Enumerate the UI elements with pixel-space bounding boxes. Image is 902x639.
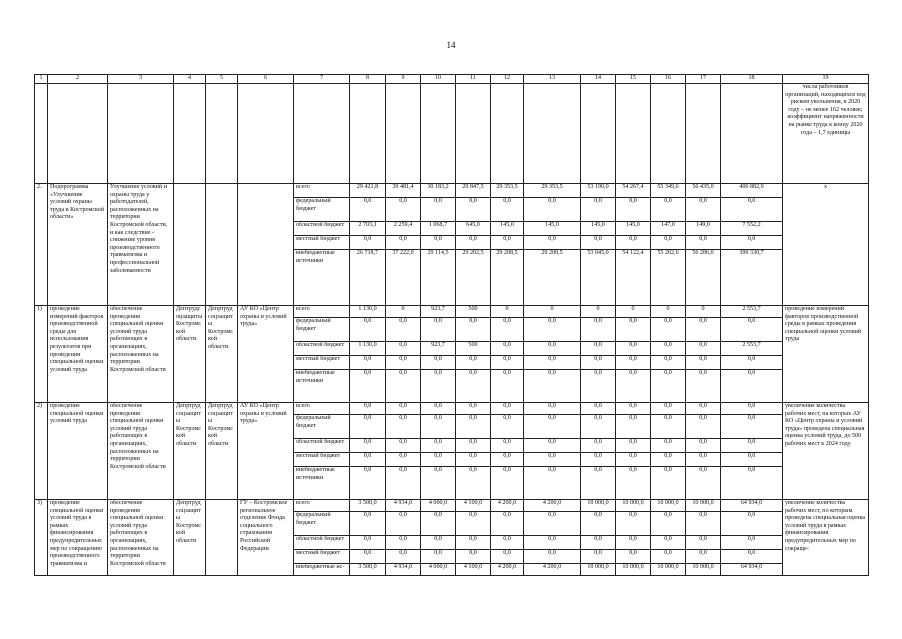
amount-cell: 0,0: [686, 342, 721, 356]
amount-cell: 0,0: [686, 512, 721, 536]
amount-cell: 29 114,5: [421, 250, 456, 306]
amount-cell: 0,0: [386, 318, 421, 342]
amount-cell: 0,0: [651, 415, 686, 439]
amount-cell: 0,0: [721, 236, 783, 250]
amount-cell: 0,0: [581, 536, 616, 550]
amount-cell: 0,0: [524, 236, 581, 250]
amount-cell: 0,0: [421, 453, 456, 467]
amount-cell: 0,0: [386, 415, 421, 439]
amount-cell: 0,0: [456, 550, 491, 564]
funding-source-cell: местный бюджет: [294, 550, 350, 564]
amount-cell: 0: [651, 306, 686, 318]
block-resp-cell: Депртрудсоцзащиты Костромской области: [174, 500, 206, 576]
block-participant-cell: АУ КО «Центр охраны и условий труда»: [238, 403, 294, 500]
amount-cell: 0,0: [524, 467, 581, 500]
block-goal-cell: обеспечение проведения специальной оценки условий труда работающих в организациях, расположенных на территории Костромской области: [108, 403, 174, 500]
amount-cell: 0,0: [456, 198, 491, 222]
funding-source-cell: всего: [294, 403, 350, 415]
amount-cell: 29 202,5: [456, 250, 491, 306]
amount-cell: 0,0: [616, 550, 651, 564]
amount-cell: 645,0: [456, 222, 491, 236]
amount-cell: 53 045,0: [581, 250, 616, 306]
amount-cell: 0,0: [456, 370, 491, 403]
amount-cell: 3 500,0: [350, 500, 386, 512]
block-goal-cell: Улучшение условий и охраны труда у работодателей, расположенных на территории Костромской области, и как следствие - снижение уровня производственного травматизма и профессиональной заболеваемости: [108, 184, 174, 306]
amount-cell: 1 068,7: [421, 222, 456, 236]
page-number: 14: [446, 40, 456, 50]
amount-cell: 0,0: [491, 415, 524, 439]
funding-source-cell: областной бюджет: [294, 342, 350, 356]
block-num-cell: 3): [35, 500, 48, 576]
amount-cell: 0,0: [524, 370, 581, 403]
amount-cell: 0,0: [581, 198, 616, 222]
amount-cell: 0,0: [524, 512, 581, 536]
amount-cell: 0,0: [421, 403, 456, 415]
amount-cell: 0,0: [421, 550, 456, 564]
amount-cell: 0,0: [616, 439, 651, 453]
amount-cell: 500: [456, 342, 491, 356]
amount-cell: 0,0: [686, 403, 721, 415]
amount-cell: 147,0: [651, 222, 686, 236]
amount-cell: 0,0: [350, 198, 386, 222]
finance-row: [35, 306, 869, 318]
amount-cell: 0,0: [651, 512, 686, 536]
block-participant-cell: ГУ – Костромское региональное отделение Фонда социального страхования Российской Федерации: [238, 500, 294, 576]
amount-cell: 0,0: [491, 512, 524, 536]
amount-cell: 0,0: [386, 536, 421, 550]
amount-cell: 0,0: [491, 403, 524, 415]
amount-cell: 0: [386, 306, 421, 318]
amount-cell: 0,0: [456, 439, 491, 453]
amount-cell: 0,0: [350, 403, 386, 415]
funding-source-cell: внебюджетные источники: [294, 467, 350, 500]
amount-cell: 37 222,0: [386, 250, 421, 306]
amount-cell: 0,0: [686, 356, 721, 370]
amount-cell: 0: [686, 306, 721, 318]
amount-cell: 0,0: [421, 236, 456, 250]
amount-cell: 0,0: [350, 550, 386, 564]
amount-cell: 0,0: [651, 198, 686, 222]
block-coexec-cell: Депртрудсоцзащиты Костромской области: [206, 403, 238, 500]
block-result-cell: увеличение количества рабочих мест, на которых АУ КО «Центр охраны и условий труда» проведена специальная оценка условий труда, до 500 рабочих мест к 2024 году: [783, 403, 869, 500]
amount-cell: 0,0: [350, 512, 386, 536]
amount-cell: 0,0: [616, 356, 651, 370]
column-number-9: 9: [386, 75, 421, 84]
amount-cell: 64 934,0: [721, 500, 783, 512]
finance-row: [35, 184, 869, 198]
column-number-16: 16: [651, 75, 686, 84]
amount-cell: 10 000,0: [686, 564, 721, 576]
finance-row: [35, 403, 869, 415]
amount-cell: 0,0: [686, 370, 721, 403]
amount-cell: 0,0: [616, 198, 651, 222]
amount-cell: 0,0: [456, 318, 491, 342]
block-goal-cell: обеспечение проведения специальной оценки условий труда работающих в организациях, расположенных на территории Костромской области: [108, 500, 174, 576]
funding-source-cell: всего: [294, 500, 350, 512]
amount-cell: 0,0: [581, 415, 616, 439]
amount-cell: 64 934,0: [721, 564, 783, 576]
block-coexec-cell: [206, 184, 238, 306]
amount-cell: 10 000,0: [616, 564, 651, 576]
amount-cell: 4 000,0: [421, 564, 456, 576]
amount-cell: 0,0: [616, 342, 651, 356]
amount-cell: 0,0: [386, 403, 421, 415]
amount-cell: 0,0: [616, 403, 651, 415]
block-goal-cell: обеспечение проведения специальной оценки условий труда работающих в организациях, расположенных на территории Костромской области: [108, 306, 174, 403]
block-result-cell: проведение измерений факторов производственной среды в рамках проведения специальной оценки условий труда: [783, 306, 869, 403]
amount-cell: 0: [581, 306, 616, 318]
amount-cell: 0,0: [616, 318, 651, 342]
funding-source-cell: областной бюджет: [294, 222, 350, 236]
block-coexec-cell: Депртрудсоцзащиты Костромской области: [206, 306, 238, 403]
amount-cell: 39 481,4: [386, 184, 421, 198]
amount-cell: 0,0: [350, 356, 386, 370]
column-number-18: 18: [721, 75, 783, 84]
block-coexec-cell: [206, 500, 238, 576]
block-name-cell: проведение специальной оценки условий труда в рамках финансирования предупредительных мер по сокращению производственного травматизма и: [48, 500, 108, 576]
amount-cell: 0: [616, 306, 651, 318]
amount-cell: 56 435,0: [686, 184, 721, 198]
amount-cell: 0,0: [386, 342, 421, 356]
amount-cell: 2 259,4: [386, 222, 421, 236]
amount-cell: 0,0: [386, 512, 421, 536]
amount-cell: 0,0: [524, 439, 581, 453]
amount-cell: 0,0: [386, 550, 421, 564]
column-number-10: 10: [421, 75, 456, 84]
block-name-cell: проведение специальной оценки условий труда: [48, 403, 108, 500]
amount-cell: 10 000,0: [581, 500, 616, 512]
column-number-5: 5: [206, 75, 238, 84]
amount-cell: 0,0: [386, 453, 421, 467]
finance-row: [35, 500, 869, 512]
amount-cell: 0,0: [721, 198, 783, 222]
amount-cell: 0: [491, 306, 524, 318]
amount-cell: 56 286,0: [686, 250, 721, 306]
program-table: [34, 74, 869, 576]
amount-cell: 0,0: [616, 236, 651, 250]
amount-cell: 0,0: [524, 198, 581, 222]
amount-cell: 0,0: [491, 439, 524, 453]
amount-cell: 29 421,8: [350, 184, 386, 198]
funding-source-cell: всего: [294, 306, 350, 318]
amount-cell: 0,0: [456, 467, 491, 500]
amount-cell: 0,0: [386, 356, 421, 370]
amount-cell: 0,0: [456, 415, 491, 439]
funding-source-cell: федеральный бюджет: [294, 415, 350, 439]
column-number-13: 13: [524, 75, 581, 84]
amount-cell: 0,0: [491, 198, 524, 222]
block-resp-cell: Депртрудсоцзащиты Костромской области: [174, 403, 206, 500]
amount-cell: 4 200,0: [524, 564, 581, 576]
amount-cell: 0,0: [386, 467, 421, 500]
funding-source-cell: областной бюджет: [294, 439, 350, 453]
amount-cell: 0,0: [686, 236, 721, 250]
amount-cell: 4 000,0: [421, 500, 456, 512]
amount-cell: 0,0: [686, 467, 721, 500]
amount-cell: 0,0: [721, 536, 783, 550]
amount-cell: 0,0: [524, 453, 581, 467]
amount-cell: 0,0: [350, 236, 386, 250]
amount-cell: 0,0: [721, 453, 783, 467]
column-number-7: 7: [294, 75, 350, 84]
amount-cell: 0,0: [386, 370, 421, 403]
amount-cell: 2 703,1: [350, 222, 386, 236]
amount-cell: 0,0: [616, 370, 651, 403]
amount-cell: 0,0: [581, 403, 616, 415]
block-participant-cell: АУ КО «Центр охраны и условий труда»: [238, 306, 294, 403]
amount-cell: 0,0: [491, 453, 524, 467]
amount-cell: 0,0: [524, 550, 581, 564]
amount-cell: 0,0: [616, 512, 651, 536]
amount-cell: 0,0: [581, 370, 616, 403]
amount-cell: 406 882,9: [721, 184, 783, 198]
amount-cell: 0,0: [350, 415, 386, 439]
block-participant-cell: [238, 184, 294, 306]
amount-cell: 0,0: [651, 318, 686, 342]
amount-cell: 0,0: [581, 236, 616, 250]
amount-cell: 0,0: [721, 356, 783, 370]
amount-cell: 0,0: [491, 356, 524, 370]
amount-cell: 4 934,0: [386, 500, 421, 512]
amount-cell: 500: [456, 306, 491, 318]
amount-cell: 0,0: [350, 453, 386, 467]
amount-cell: 0,0: [456, 512, 491, 536]
amount-cell: 2 553,7: [721, 306, 783, 318]
continuation-result-cell: числа работников организаций, находящихся под риском увольнения, в 2020 году – не менее 162 человек; коэффициент напряженности на рынке труда к концу 2020 года – 1,7 единицы: [783, 84, 869, 184]
continuation-row: [35, 84, 869, 184]
amount-cell: 0,0: [651, 356, 686, 370]
amount-cell: 0,0: [524, 403, 581, 415]
amount-cell: 0,0: [350, 439, 386, 453]
amount-cell: 0,0: [350, 467, 386, 500]
amount-cell: 0,0: [581, 467, 616, 500]
amount-cell: 53 190,0: [581, 184, 616, 198]
amount-cell: 0,0: [491, 467, 524, 500]
amount-cell: 145,0: [581, 222, 616, 236]
amount-cell: 0,0: [350, 536, 386, 550]
amount-cell: 0,0: [491, 550, 524, 564]
amount-cell: 0,0: [721, 370, 783, 403]
amount-cell: 0,0: [524, 318, 581, 342]
amount-cell: 0,0: [524, 342, 581, 356]
block-num-cell: 1): [35, 306, 48, 403]
amount-cell: 0,0: [581, 318, 616, 342]
amount-cell: 0,0: [456, 403, 491, 415]
column-number-4: 4: [174, 75, 206, 84]
column-number-1: 1: [35, 75, 48, 84]
amount-cell: 0,0: [491, 536, 524, 550]
amount-cell: 29 208,5: [491, 250, 524, 306]
amount-cell: 0,0: [491, 370, 524, 403]
column-number-6: 6: [238, 75, 294, 84]
amount-cell: 0,0: [651, 370, 686, 403]
funding-source-cell: федеральный бюджет: [294, 512, 350, 536]
amount-cell: 10 000,0: [651, 500, 686, 512]
column-number-17: 17: [686, 75, 721, 84]
block-num-cell: 2): [35, 403, 48, 500]
amount-cell: 4 100,0: [456, 564, 491, 576]
amount-cell: 4 200,0: [491, 564, 524, 576]
amount-cell: 0,0: [456, 536, 491, 550]
amount-cell: 4 934,0: [386, 564, 421, 576]
amount-cell: 0,0: [616, 415, 651, 439]
amount-cell: 1 130,0: [350, 342, 386, 356]
amount-cell: 55 349,6: [651, 184, 686, 198]
amount-cell: 0,0: [524, 415, 581, 439]
amount-cell: 4 200,0: [491, 500, 524, 512]
funding-source-cell: внебюджетные источники: [294, 370, 350, 403]
amount-cell: 0,0: [421, 198, 456, 222]
amount-cell: 4 100,0: [456, 500, 491, 512]
amount-cell: 0,0: [686, 536, 721, 550]
amount-cell: 0,0: [721, 403, 783, 415]
amount-cell: 0,0: [686, 439, 721, 453]
amount-cell: 54 122,4: [616, 250, 651, 306]
amount-cell: 55 202,6: [651, 250, 686, 306]
amount-cell: 0,0: [721, 467, 783, 500]
amount-cell: 0,0: [651, 550, 686, 564]
amount-cell: 0,0: [721, 415, 783, 439]
amount-cell: 0,0: [581, 453, 616, 467]
amount-cell: 0,0: [421, 370, 456, 403]
amount-cell: 0,0: [524, 536, 581, 550]
amount-cell: 2 553,7: [721, 342, 783, 356]
column-number-19: 19: [783, 75, 869, 84]
amount-cell: 0,0: [721, 550, 783, 564]
amount-cell: 29 847,5: [456, 184, 491, 198]
amount-cell: 0,0: [421, 415, 456, 439]
column-number-3: 3: [108, 75, 174, 84]
amount-cell: 0,0: [581, 550, 616, 564]
column-number-14: 14: [581, 75, 616, 84]
amount-cell: 0: [524, 306, 581, 318]
amount-cell: 10 000,0: [686, 500, 721, 512]
amount-cell: 145,0: [524, 222, 581, 236]
amount-cell: 0,0: [686, 550, 721, 564]
block-resp-cell: Дептрудсоцзащиты Костромской области: [174, 306, 206, 403]
amount-cell: 145,0: [491, 222, 524, 236]
amount-cell: 0,0: [421, 439, 456, 453]
amount-cell: 0,0: [421, 467, 456, 500]
amount-cell: 0,0: [686, 198, 721, 222]
amount-cell: 29 353,5: [491, 184, 524, 198]
amount-cell: 1 130,0: [350, 306, 386, 318]
amount-cell: 0,0: [651, 403, 686, 415]
amount-cell: 0,0: [456, 453, 491, 467]
amount-cell: 0,0: [421, 536, 456, 550]
amount-cell: 0,0: [686, 318, 721, 342]
amount-cell: 0,0: [651, 342, 686, 356]
amount-cell: 0,0: [456, 356, 491, 370]
amount-cell: 10 000,0: [616, 500, 651, 512]
amount-cell: 0,0: [616, 453, 651, 467]
amount-cell: 0,0: [651, 467, 686, 500]
amount-cell: 0,0: [491, 318, 524, 342]
column-number-12: 12: [491, 75, 524, 84]
amount-cell: 923,7: [421, 306, 456, 318]
amount-cell: 7 552,2: [721, 222, 783, 236]
amount-cell: 145,0: [616, 222, 651, 236]
amount-cell: 0,0: [386, 198, 421, 222]
amount-cell: 0,0: [651, 439, 686, 453]
block-num-cell: 2.: [35, 184, 48, 306]
block-result-cell: увеличение количества рабочих мест, по которым проведена специальная оценка условий труда в рамках финансирования предупредительных мер по сокраще-: [783, 500, 869, 576]
amount-cell: 0,0: [616, 536, 651, 550]
column-number-8: 8: [350, 75, 386, 84]
amount-cell: 0,0: [350, 318, 386, 342]
amount-cell: 923,7: [421, 342, 456, 356]
amount-cell: 0,0: [581, 512, 616, 536]
amount-cell: 26 718,7: [350, 250, 386, 306]
amount-cell: 29 208,5: [524, 250, 581, 306]
funding-source-cell: местный бюджет: [294, 236, 350, 250]
amount-cell: 0,0: [421, 318, 456, 342]
amount-cell: 0,0: [421, 512, 456, 536]
amount-cell: 4 200,0: [524, 500, 581, 512]
amount-cell: 0,0: [686, 415, 721, 439]
column-number-2: 2: [48, 75, 108, 84]
column-number-row: [35, 75, 869, 84]
amount-cell: 0,0: [686, 453, 721, 467]
funding-source-cell: внебюджетные ис-: [294, 564, 350, 576]
amount-cell: 0,0: [721, 318, 783, 342]
amount-cell: 0,0: [651, 236, 686, 250]
block-name-cell: Подпрограмма «Улучшение условий охраны труда в Костромской области»: [48, 184, 108, 306]
funding-source-cell: федеральный бюджет: [294, 318, 350, 342]
amount-cell: 0,0: [581, 356, 616, 370]
amount-cell: 0,0: [581, 342, 616, 356]
funding-source-cell: областной бюджет: [294, 536, 350, 550]
funding-source-cell: местный бюджет: [294, 453, 350, 467]
funding-source-cell: всего: [294, 184, 350, 198]
amount-cell: 10 000,0: [651, 564, 686, 576]
amount-cell: 0,0: [581, 439, 616, 453]
block-resp-cell: [174, 184, 206, 306]
amount-cell: 0,0: [421, 356, 456, 370]
amount-cell: 3 500,0: [350, 564, 386, 576]
amount-cell: 0,0: [350, 370, 386, 403]
funding-source-cell: местный бюджет: [294, 356, 350, 370]
amount-cell: 29 353,5: [524, 184, 581, 198]
block-name-cell: проведение измерений факторов производственной среды для использования результатов при проведении специальной оценки условий труда: [48, 306, 108, 403]
amount-cell: 0,0: [651, 536, 686, 550]
amount-cell: 399 330,7: [721, 250, 783, 306]
funding-source-cell: внебюджетные источники: [294, 250, 350, 306]
amount-cell: 0,0: [386, 439, 421, 453]
amount-cell: 0,0: [386, 236, 421, 250]
amount-cell: 0,0: [651, 453, 686, 467]
amount-cell: 0,0: [491, 342, 524, 356]
amount-cell: 0,0: [721, 512, 783, 536]
amount-cell: 149,0: [686, 222, 721, 236]
amount-cell: 0,0: [456, 236, 491, 250]
amount-cell: 30 183,2: [421, 184, 456, 198]
block-result-cell: x: [783, 184, 869, 306]
amount-cell: 0,0: [616, 467, 651, 500]
amount-cell: 0,0: [524, 356, 581, 370]
funding-source-cell: федеральный бюджет: [294, 198, 350, 222]
amount-cell: 0,0: [491, 236, 524, 250]
amount-cell: 0,0: [721, 439, 783, 453]
amount-cell: 54 267,4: [616, 184, 651, 198]
amount-cell: 10 000,0: [581, 564, 616, 576]
column-number-15: 15: [616, 75, 651, 84]
column-number-11: 11: [456, 75, 491, 84]
